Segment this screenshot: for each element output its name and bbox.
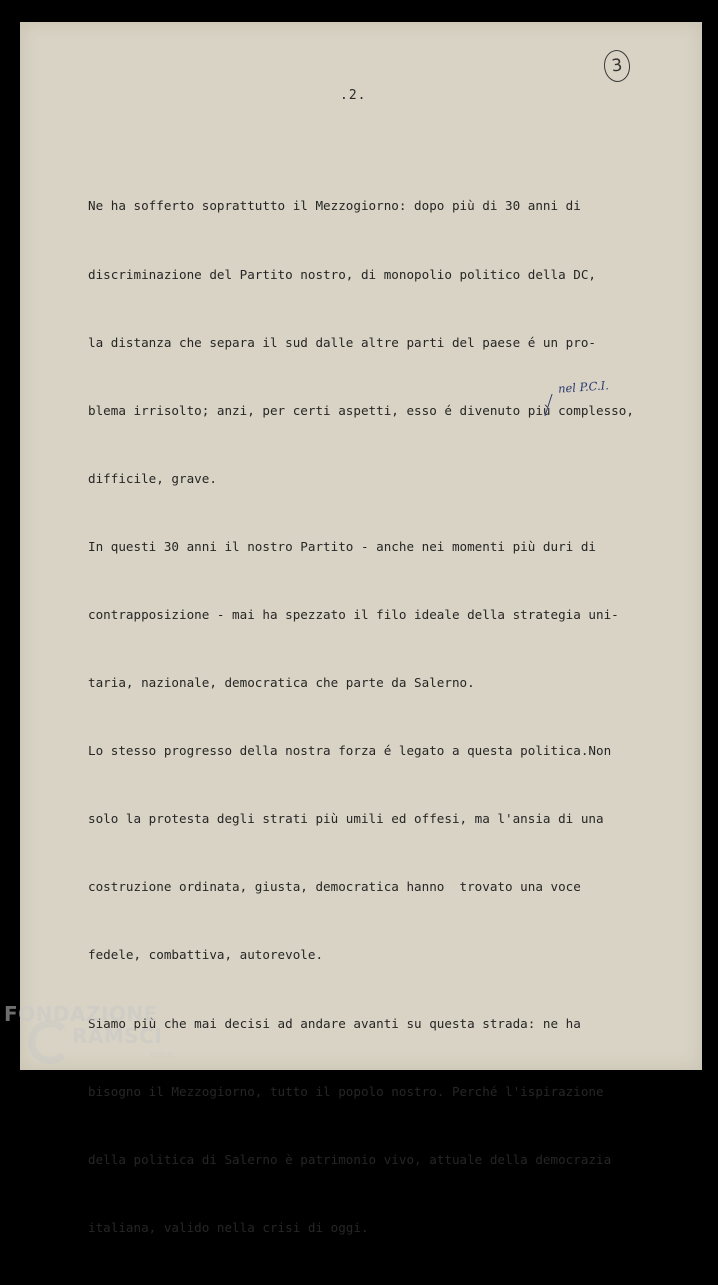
text-line: solo la protesta degli strati più umili ed offesi, ma l'ansia di una bbox=[88, 811, 604, 827]
handwritten-annotation: nel P.C.I. bbox=[557, 378, 610, 396]
text-line: della politica di Salerno è patrimonio vivo, attuale della democrazia bbox=[88, 1151, 612, 1167]
watermark-line-1: FONDAZIONE bbox=[4, 1002, 158, 1026]
text-line: la distanza che separa il sud dalle altre parti del paese é un pro- bbox=[88, 334, 596, 350]
text-line: italiana, valido nella crisi di oggi. bbox=[88, 1219, 369, 1235]
fondazione-gramsci-watermark bbox=[4, 1002, 204, 1078]
text-line: discriminazione del Partito nostro, di monopolio politico della DC, bbox=[88, 266, 596, 282]
text-line: bisogno il Mezzogiorno, tutto il popolo nostro. Perché l'ispirazione bbox=[88, 1083, 604, 1099]
body-text bbox=[88, 150, 688, 1285]
text-line: Ne ha sofferto soprattutto il Mezzogiorno: dopo più di 30 anni di bbox=[88, 198, 581, 214]
text-line: costruzione ordinata, giusta, democratica hanno trovato una voce bbox=[88, 879, 581, 895]
text-line: Lo stesso progresso della nostra forza é legato a questa politica.Non bbox=[88, 743, 612, 759]
watermark-onlus: onlus bbox=[150, 1050, 172, 1059]
text-line: taria, nazionale, democratica che parte da Salerno. bbox=[88, 675, 475, 691]
text-line: In questi 30 anni il nostro Partito - anche nei momenti più duri di bbox=[88, 538, 596, 554]
watermark-g-logo-icon bbox=[28, 1020, 72, 1064]
document-page bbox=[20, 22, 702, 1235]
archive-page-mark: 3 bbox=[602, 49, 631, 84]
text-line: fedele, combattiva, autorevole. bbox=[88, 947, 324, 963]
text-line: blema irrisolto; anzi, per certi aspetti, esso é divenuto più complesso, bbox=[88, 402, 634, 418]
text-line: difficile, grave. bbox=[88, 470, 217, 486]
text-line: contrapposizione - mai ha spezzato il filo ideale della strategia uni- bbox=[88, 606, 619, 622]
text-line: Siamo più che mai decisi ad andare avanti su questa strada: ne ha bbox=[88, 1015, 581, 1031]
page-number: .2. bbox=[340, 88, 367, 103]
watermark-line-2: RAMSCI bbox=[72, 1024, 163, 1048]
